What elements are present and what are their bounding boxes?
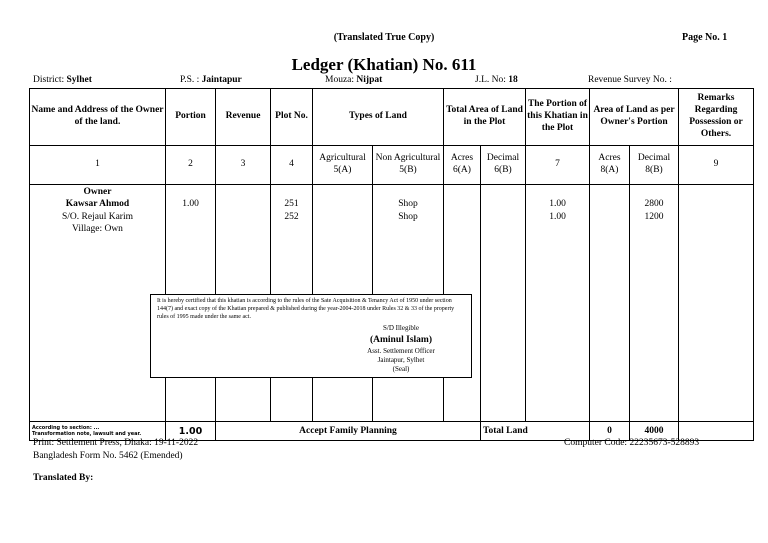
col-plot-header: Plot No. [271,89,313,146]
sub-6a: Acres 6(A) [444,146,481,185]
ps-value: Jaintapur [201,75,242,85]
mouza-field [325,75,382,85]
signatory-place: Jaintapur, Sylhet [377,356,425,365]
signature-sd: S/D Illegible [383,324,419,332]
total-land-label: Total Land [481,422,590,441]
col-land-type-header: Types of Land [313,89,444,146]
page-number: Page No. 1 [682,32,728,43]
sub-8a: Acres 8(A) [590,146,630,185]
sub-8b: Decimal 8(B) [630,146,679,185]
owner-village: Village: Own [72,224,123,235]
mouza-label: Mouza: [325,75,355,85]
owner-father: S/O. Rejaul Karim [62,211,133,222]
sub-1: 1 [30,146,166,185]
print-info: Print: Settlement Press, Dhaka: 19-11-2022 [33,438,199,448]
ps-label: P.S. : [180,75,200,85]
jl-value: 18 [508,75,518,85]
district-label: District: [33,75,65,85]
owner-decimal-cell [630,185,679,422]
owner-name: Kawsar Ahmod [65,199,130,210]
district-field [33,75,92,85]
plot-number: 252 [284,212,299,223]
sub-2: 2 [166,146,216,185]
subheader-row [30,146,754,185]
land-type: Shop [398,199,418,209]
portion-total: 1.00 [166,422,216,441]
jl-label: J.L. No: [475,75,506,85]
total-decimal-cell [481,185,526,422]
col-revenue-header: Revenue [216,89,271,146]
remarks-cell [679,185,754,422]
signatory-name: (Aminul Islam) [369,335,433,345]
header-row [30,89,754,146]
owner-decimal-value: 1200 [644,212,664,223]
signatory-title: Asst. Settlement Officer [367,347,435,355]
tiny-note-1: According to section: ... [32,424,100,431]
family-planning-slogan: Accept Family Planning [216,422,481,441]
police-station-field [180,75,242,85]
col-total-area-header: Total Area of Land in the Plot [444,89,526,146]
sub-6b: Decimal 6(B) [481,146,526,185]
col-khatian-portion-header: The Portion of this Khatian in the Plot [526,89,590,146]
certificate-box [150,294,472,378]
owner-cell [30,185,166,422]
land-type: Shop [398,212,418,223]
sub-4: 4 [271,146,313,185]
sub-5a: Agricultural 5(A) [313,146,373,185]
acres-total: 0 [590,422,630,441]
revenue-survey-label: Revenue Survey No. : [588,75,672,85]
certificate-text: It is hereby certified that this khatian is according to the rules of the Sate Acquisition & Tenancy Act of 1950 under section 144(7) and exact copy of the Khatian prepared & published during the year-2004-2018 under Rules 32 & 33 of the property rules of 1995 made under the same act. [157,298,455,321]
owner-heading: Owner [83,187,112,197]
seal-label: (Seal) [392,365,410,374]
col-owner-header: Name and Address of the Owner of the land. [30,89,166,146]
portion-value: 1.00 [182,199,199,209]
col-owner-area-header: Area of Land as per Owner's Portion [590,89,679,146]
owner-decimal-value: 2800 [644,199,664,209]
col-remarks-header: Remarks Regarding Possession or Others. [679,89,754,146]
sub-3: 3 [216,146,271,185]
form-number: Bangladesh Form No. 5462 (Emended) [33,451,183,461]
sub-9: 9 [679,146,754,185]
col-portion-header: Portion [166,89,216,146]
tiny-note-2: Transformation note, lawsuit and year. [32,431,142,437]
plot-number: 251 [284,199,299,209]
translated-by: Translated By: [33,473,94,483]
mouza-value: Nijpat [356,75,383,85]
khatian-table [29,88,754,441]
ledger-title: Ledger (Khatian) No. 611 [291,55,477,74]
translated-true-copy-note: (Translated True Copy) [333,32,435,43]
revenue-survey-field [588,75,672,85]
jl-field [475,75,518,85]
khatian-portion-cell [526,185,590,422]
owner-acres-cell [590,185,630,422]
khatian-portion-value: 1.00 [549,212,566,223]
sub-7: 7 [526,146,590,185]
district-value: Sylhet [66,75,92,85]
signatory-details [336,347,466,374]
decimal-total: 4000 [630,422,679,441]
khatian-portion-value: 1.00 [549,199,566,209]
computer-code: Computer Code: 22235673-528893 [564,438,700,448]
sub-5b: Non Agricultural 5(B) [373,146,444,185]
